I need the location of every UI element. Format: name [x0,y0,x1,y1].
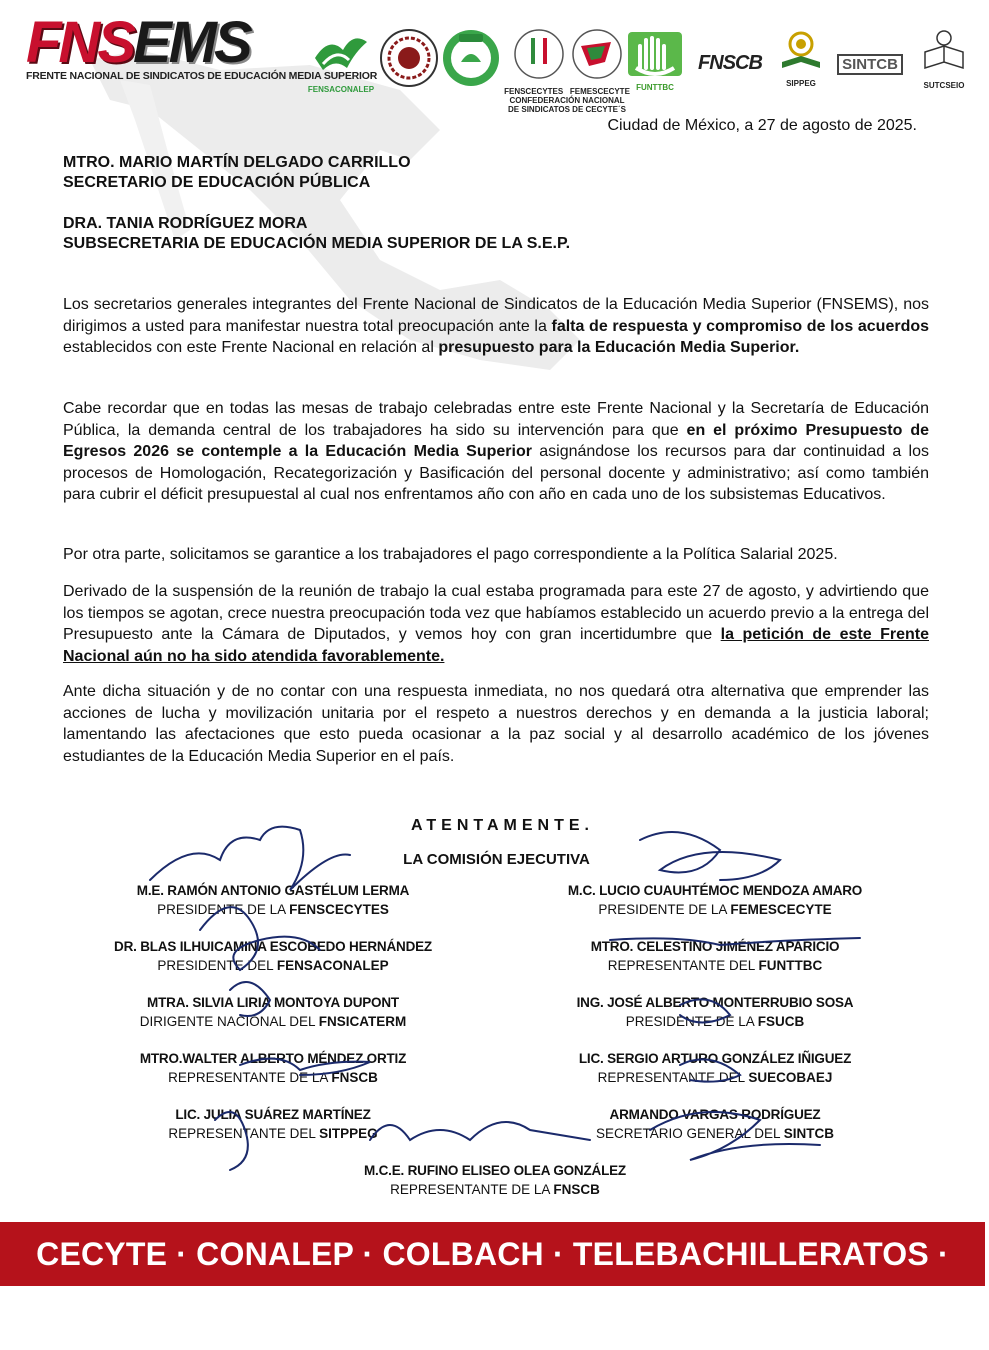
signatory-center: M.C.E. RUFINO ELISEO OLEA GONZÁLEZ REPRESENTANTE DE LA FNSCB [364,1163,626,1197]
sintcb-logo [830,54,910,75]
signatory-right-1: M.C. LUCIO CUAUHTÉMOC MENDOZA AMARO PRESIDENTE DE LA FEMESCECYTE [567,883,863,917]
closing-comision: LA COMISIÓN EJECUTIVA [403,851,590,868]
addressee-1 [63,153,411,193]
fensaconalep-icon [309,28,373,80]
addressee-2-title: SUBSECRETARIA DE EDUCACIÓN MEDIA SUPERIOR DE LA S.E.P. [63,235,571,252]
paragraph-2: Cabe recordar que en todas las mesas de trabajo celebradas entre este Frente Nacional y la Secretaría de Educación Pública, la demanda central de los trabajadores ha sido su intervención para que en el próximo Presupuesto de Egresos 2026 se contemple a la Educación Media Superior asignándose los recursos para dar continuidad a los procesos de Homologación, Recategorización y Basificación del personal docente y administrativo; así como también para cubrir el déficit presupuestal al cual nos enfrentamos año con año en cada uno de los subsistemas Educativos. [63,400,930,503]
fenscecytes-seal-icon [505,28,629,82]
confederacion-cecytes-logo [502,28,632,114]
fensaconalep-caption: FENSACONALEP [307,85,375,94]
paragraph-4: Derivado de la suspensión de la reunión de trabajo la cual estaba programada para este 27 de agosto, y advirtiendo que los tiempos se agotan, crece nuestra preocupación toda vez que habíamos establecido un acuerdo previo a la entrega del Presupuesto ante la Cámara de Diputados, y vemos hoy con gran incertidumbre que la petición de este Frente Nacional aún no ha sido atendida favorablemente. [63,583,929,665]
signatory-left-4: MTRO.WALTER ALBERTO MÉNDEZ ORTIZ REPRESENTANTE DE LA FNSCB [139,1051,407,1085]
addressee-2-name: DRA. TANIA RODRÍGUEZ MORA [63,215,308,232]
sutcseio-icon [919,28,969,76]
funttbc-caption: FUNTTBC [636,83,674,92]
paragraph-1: Los secretarios generales integrantes del Frente Nacional de Sindicatos de la Educación Media Superior (FNSEMS), nos dirigimos a usted para manifestar nuestra total preocupación ante la falta de respuesta y compromiso de los acuerdos establecidos con este Frente Nacional en relación al presupuesto para la Educación Media Superior. [63,296,930,356]
signatory-left-2: DR. BLAS ILHUICAMINA ESCOBEDO HERNÁNDEZ PRESIDENTE DEL FENSACONALEP [114,939,432,973]
brand-name-red: FNS [26,10,133,75]
letter-date: Ciudad de México, a 27 de agosto de 2025. [607,117,917,134]
footer-strip [0,1286,985,1299]
sippeg-caption: SIPPEG [786,79,816,88]
addressee-2 [63,214,570,254]
signatory-right-4: LIC. SERGIO ARTURO GONZÁLEZ IÑIGUEZ REPRESENTANTE DEL SUECOBAEJ [578,1051,852,1085]
sippeg-icon [778,28,824,74]
fnscb-wordmark: FNSCB [698,52,762,74]
signatory-right-3: ING. JOSÉ ALBERTO MONTERRUBIO SOSA PRESIDENTE DE LA FSUCB [576,995,854,1029]
union-logos-row [306,28,976,114]
addressee-1-name: MTRO. MARIO MARTÍN DELGADO CARRILLO [63,154,411,171]
sintcb-wordmark: SINTCB [837,54,903,75]
confederacion-caption-1: CONFEDERACIÓN NACIONAL [509,96,625,105]
brand-subtitle: FRENTE NACIONAL DE SINDICATOS DE EDUCACIÓN MEDIA SUPERIOR [26,70,378,82]
signatory-left-5: LIC. JULIA SUÁREZ MARTÍNEZ REPRESENTANTE DEL SITPPEG [168,1107,378,1141]
fenscecytes-caption: FENSCECYTES FEMESCECYTE [504,87,630,96]
funttbc-logo [624,28,686,92]
footer-banner: CECYTE · CONALEP · COLBACH · TELEBACHILLERATOS · ICATS · PPEG [0,1222,985,1286]
paragraph-5: Ante dicha situación y de no contar con una respuesta inmediata, no nos quedará otra alternativa que emprender las acciones de lucha y movilización unitaria por el respeto a nuestros derechos y en demanda a la justicia laboral; lamentando las afectaciones que esto pueda ocasionar a la paz social y al desarrollo académico de los jóvenes estudiantes de la Educación Media Superior en el país. [63,683,929,765]
paragraph-3: Por otra parte, solicitamos se garantice a los trabajadores el pago correspondiente a la Política Salarial 2025. [63,546,838,563]
signatory-left-1: M.E. RAMÓN ANTONIO GASTÉLUM LERMA PRESIDENTE DE LA FENSCECYTES [136,883,410,917]
signatory-right-2: MTRO. CELESTINO JIMÉNEZ APARICIO REPRESENTANTE DEL FUNTTBC [590,939,840,973]
funttbc-icon [626,28,684,78]
fnsicaterm-seal-icon [379,28,439,88]
fensaconalep-logo [306,28,376,94]
addressee-1-title: SECRETARIO DE EDUCACIÓN PÚBLICA [63,174,371,191]
closing-atentamente: ATENTAMENTE. [411,817,594,834]
sippeg-logo [772,28,830,88]
sutcseio-caption: SUTCSEIO [923,81,965,90]
signatory-right-5: ARMANDO VARGAS RODRÍGUEZ SECRETARIO GENERAL DEL SINTCB [595,1107,835,1141]
confederacion-caption-2: DE SINDICATOS DE CECYTE´S [508,105,626,114]
fnsicaterm-seal [378,28,440,93]
fsucb-seal-icon [441,28,501,88]
fnscb-logo [688,52,772,75]
fsucb-seal [440,28,502,93]
brand-name-dark: EMS [133,10,250,75]
sutcseio-logo [912,28,976,90]
signatory-left-3: MTRA. SILVIA LIRIA MONTOYA DUPONT DIRIGENTE NACIONAL DEL FNSICATERM [139,995,407,1029]
